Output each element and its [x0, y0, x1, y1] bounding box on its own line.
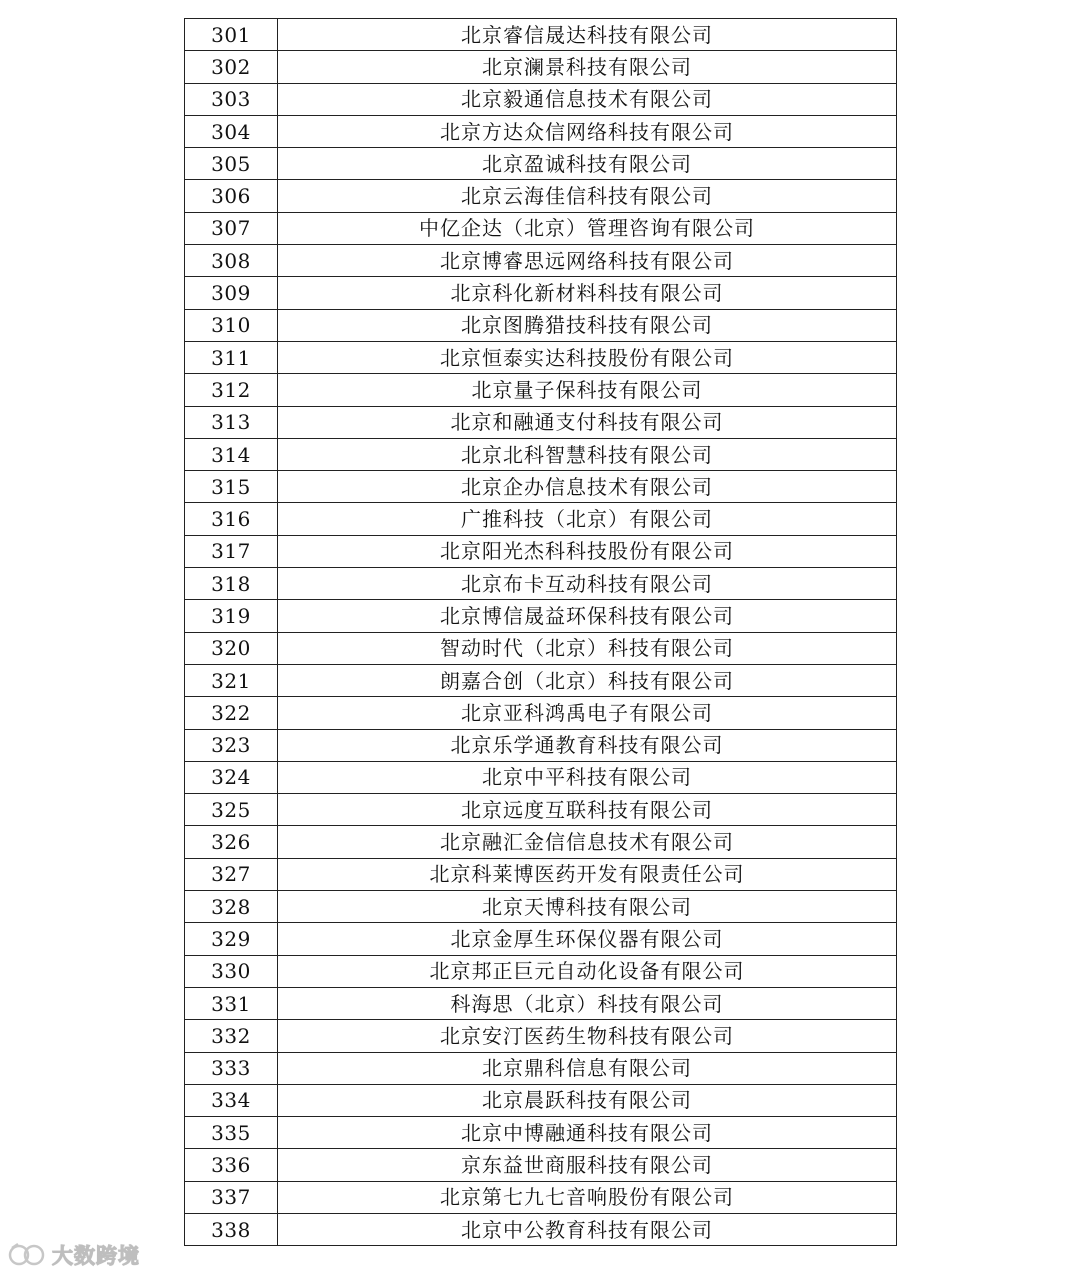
- table-row: [185, 826, 897, 858]
- table-row: [185, 51, 897, 83]
- table-row: [185, 729, 897, 761]
- row-number-cell: 314: [185, 438, 278, 470]
- company-name-cell: 北京科莱博医药开发有限责任公司: [278, 858, 897, 890]
- company-name-cell: 朗嘉合创（北京）科技有限公司: [278, 664, 897, 696]
- table-row: [185, 1052, 897, 1084]
- row-number-cell: 316: [185, 503, 278, 535]
- table-row: [185, 923, 897, 955]
- company-list-body: [185, 19, 897, 1246]
- table-row: [185, 277, 897, 309]
- table-row: [185, 1084, 897, 1116]
- table-row: [185, 664, 897, 696]
- row-number-cell: 331: [185, 987, 278, 1019]
- row-number-cell: 326: [185, 826, 278, 858]
- company-name-cell: 广推科技（北京）有限公司: [278, 503, 897, 535]
- table-row: [185, 1117, 897, 1149]
- row-number-cell: 311: [185, 341, 278, 373]
- company-name-cell: 北京量子保科技有限公司: [278, 374, 897, 406]
- row-number-cell: 301: [185, 19, 278, 51]
- table-row: [185, 761, 897, 793]
- company-name-cell: 北京中平科技有限公司: [278, 761, 897, 793]
- row-number-cell: 312: [185, 374, 278, 406]
- table-row: [185, 1181, 897, 1213]
- company-name-cell: 北京天博科技有限公司: [278, 891, 897, 923]
- company-name-cell: 北京图腾猎技科技有限公司: [278, 309, 897, 341]
- watermark-text: 大数跨境: [52, 1244, 140, 1268]
- row-number-cell: 307: [185, 212, 278, 244]
- company-name-cell: 北京鼎科信息有限公司: [278, 1052, 897, 1084]
- table-row: [185, 83, 897, 115]
- company-name-cell: 北京科化新材料科技有限公司: [278, 277, 897, 309]
- table-row: [185, 568, 897, 600]
- company-name-cell: 北京毅通信息技术有限公司: [278, 83, 897, 115]
- table-row: [185, 600, 897, 632]
- table-row: [185, 535, 897, 567]
- row-number-cell: 308: [185, 245, 278, 277]
- row-number-cell: 319: [185, 600, 278, 632]
- row-number-cell: 302: [185, 51, 278, 83]
- company-name-cell: 北京融汇金信信息技术有限公司: [278, 826, 897, 858]
- table-row: [185, 438, 897, 470]
- company-name-cell: 北京第七九七音响股份有限公司: [278, 1181, 897, 1213]
- company-name-cell: 北京和融通支付科技有限公司: [278, 406, 897, 438]
- table-row: [185, 212, 897, 244]
- row-number-cell: 337: [185, 1181, 278, 1213]
- company-name-cell: 北京云海佳信科技有限公司: [278, 180, 897, 212]
- row-number-cell: 306: [185, 180, 278, 212]
- company-name-cell: 北京企办信息技术有限公司: [278, 471, 897, 503]
- watermark: [8, 1240, 140, 1270]
- table-row: [185, 341, 897, 373]
- table-row: [185, 794, 897, 826]
- company-name-cell: 北京中博融通科技有限公司: [278, 1117, 897, 1149]
- company-name-cell: 北京恒泰实达科技股份有限公司: [278, 341, 897, 373]
- row-number-cell: 324: [185, 761, 278, 793]
- company-name-cell: 中亿企达（北京）管理咨询有限公司: [278, 212, 897, 244]
- row-number-cell: 330: [185, 955, 278, 987]
- table-row: [185, 858, 897, 890]
- row-number-cell: 338: [185, 1213, 278, 1245]
- row-number-cell: 328: [185, 891, 278, 923]
- company-name-cell: 北京博信晟益环保科技有限公司: [278, 600, 897, 632]
- row-number-cell: 323: [185, 729, 278, 761]
- company-name-cell: 北京远度互联科技有限公司: [278, 794, 897, 826]
- company-name-cell: 北京邦正巨元自动化设备有限公司: [278, 955, 897, 987]
- row-number-cell: 310: [185, 309, 278, 341]
- table-row: [185, 1149, 897, 1181]
- row-number-cell: 305: [185, 148, 278, 180]
- company-name-cell: 北京中公教育科技有限公司: [278, 1213, 897, 1245]
- table-row: [185, 632, 897, 664]
- company-name-cell: 北京博睿思远网络科技有限公司: [278, 245, 897, 277]
- company-name-cell: 北京盈诚科技有限公司: [278, 148, 897, 180]
- company-name-cell: 北京晨跃科技有限公司: [278, 1084, 897, 1116]
- table-row: [185, 471, 897, 503]
- table-row: [185, 697, 897, 729]
- table-row: [185, 503, 897, 535]
- company-name-cell: 北京金厚生环保仪器有限公司: [278, 923, 897, 955]
- row-number-cell: 322: [185, 697, 278, 729]
- logo-mark-icon: [8, 1242, 48, 1268]
- row-number-cell: 315: [185, 471, 278, 503]
- table-row: [185, 987, 897, 1019]
- company-name-cell: 北京安汀医药生物科技有限公司: [278, 1020, 897, 1052]
- row-number-cell: 332: [185, 1020, 278, 1052]
- row-number-cell: 304: [185, 115, 278, 147]
- table-row: [185, 148, 897, 180]
- row-number-cell: 325: [185, 794, 278, 826]
- table-row: [185, 19, 897, 51]
- row-number-cell: 317: [185, 535, 278, 567]
- row-number-cell: 318: [185, 568, 278, 600]
- table-row: [185, 245, 897, 277]
- row-number-cell: 321: [185, 664, 278, 696]
- table-row: [185, 406, 897, 438]
- company-name-cell: 京东益世商服科技有限公司: [278, 1149, 897, 1181]
- row-number-cell: 329: [185, 923, 278, 955]
- row-number-cell: 327: [185, 858, 278, 890]
- company-name-cell: 智动时代（北京）科技有限公司: [278, 632, 897, 664]
- row-number-cell: 320: [185, 632, 278, 664]
- table-row: [185, 1020, 897, 1052]
- table-row: [185, 309, 897, 341]
- company-name-cell: 北京乐学通教育科技有限公司: [278, 729, 897, 761]
- row-number-cell: 333: [185, 1052, 278, 1084]
- company-list-table: [184, 18, 897, 1246]
- row-number-cell: 303: [185, 83, 278, 115]
- table-row: [185, 891, 897, 923]
- company-name-cell: 北京布卡互动科技有限公司: [278, 568, 897, 600]
- row-number-cell: 309: [185, 277, 278, 309]
- company-name-cell: 北京睿信晟达科技有限公司: [278, 19, 897, 51]
- company-name-cell: 北京澜景科技有限公司: [278, 51, 897, 83]
- table-row: [185, 115, 897, 147]
- table-row: [185, 1213, 897, 1245]
- table-row: [185, 955, 897, 987]
- company-name-cell: 北京北科智慧科技有限公司: [278, 438, 897, 470]
- row-number-cell: 313: [185, 406, 278, 438]
- row-number-cell: 336: [185, 1149, 278, 1181]
- row-number-cell: 335: [185, 1117, 278, 1149]
- table-row: [185, 374, 897, 406]
- company-name-cell: 北京阳光杰科科技股份有限公司: [278, 535, 897, 567]
- row-number-cell: 334: [185, 1084, 278, 1116]
- company-name-cell: 北京方达众信网络科技有限公司: [278, 115, 897, 147]
- company-name-cell: 科海思（北京）科技有限公司: [278, 987, 897, 1019]
- table-row: [185, 180, 897, 212]
- company-name-cell: 北京亚科鸿禹电子有限公司: [278, 697, 897, 729]
